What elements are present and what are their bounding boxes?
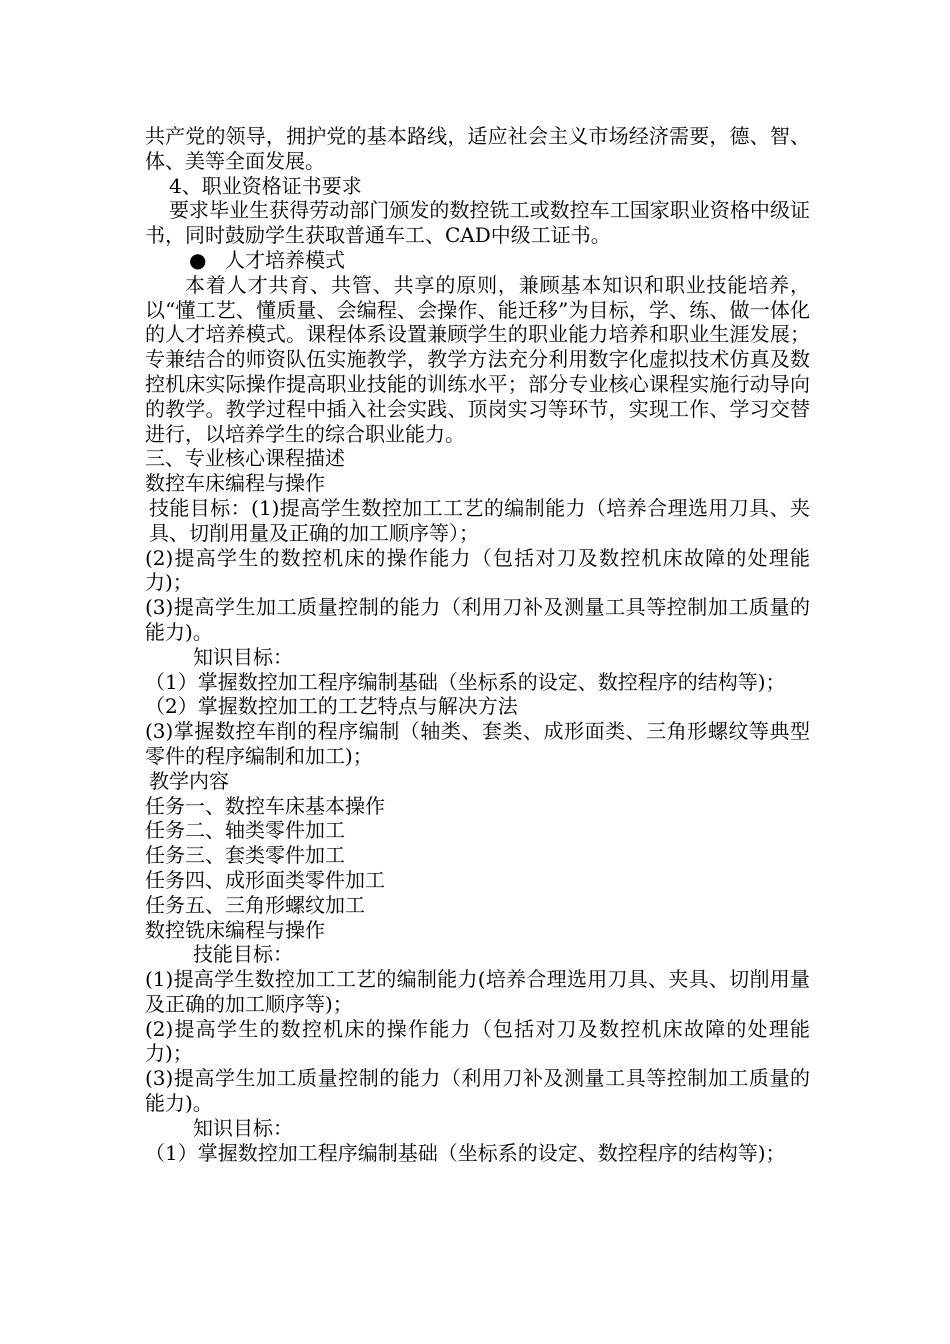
milling-skill-goal-1: (1)提高学生数控加工工艺的编制能力(培养合理选用刀具、夹具、切削用量及正确的加工顺序等)； bbox=[145, 967, 810, 1016]
section-heading-core-courses: 三、专业核心课程描述 bbox=[145, 446, 345, 471]
document-body bbox=[145, 124, 810, 1165]
lathe-knowledge-goal-3: (3)掌握数控车削的程序编制（轴类、套类、成形面类、三角形螺纹等典型零件的程序编制和加工)； bbox=[145, 719, 810, 768]
milling-skill-goal-heading: 技能目标： bbox=[193, 942, 293, 967]
paragraph-moral-development: 共产党的领导，拥护党的基本路线，适应社会主义市场经济需要，德、智、体、美等全面发展。 bbox=[145, 124, 810, 173]
lathe-task-2: 任务二、轴类零件加工 bbox=[145, 818, 345, 843]
bullet-label: 人才培养模式 bbox=[225, 247, 345, 272]
course-title-cnc-lathe: 数控车床编程与操作 bbox=[145, 471, 325, 496]
milling-skill-goal-3: (3)提高学生加工质量控制的能力（利用刀补及测量工具等控制加工质量的能力)。 bbox=[145, 1066, 810, 1116]
lathe-task-3: 任务三、套类零件加工 bbox=[145, 843, 345, 868]
lathe-knowledge-goal-1: （1）掌握数控加工程序编制基础（坐标系的设定、数控程序的结构等)； bbox=[145, 669, 786, 694]
milling-skill-goal-2: (2)提高学生的数控机床的操作能力（包括对刀及数控机床故障的处理能力)； bbox=[145, 1016, 810, 1066]
milling-knowledge-goal-heading: 知识目标： bbox=[193, 1115, 293, 1140]
lathe-skill-goal-1: 技能目标：(1)提高学生数控加工工艺的编制能力（培养合理选用刀具、夹具、切削用量及正确的加工顺序等）； bbox=[149, 495, 810, 545]
teaching-content-heading: 教学内容 bbox=[149, 768, 229, 793]
lathe-skill-goal-3: (3)提高学生加工质量控制的能力（利用刀补及测量工具等控制加工质量的能力)。 bbox=[145, 595, 810, 644]
bullet-talent-training-mode bbox=[145, 248, 810, 273]
bullet-dot-icon: ● bbox=[189, 247, 207, 272]
lathe-task-1: 任务一、数控车床基本操作 bbox=[145, 793, 385, 818]
lathe-knowledge-goal-heading: 知识目标： bbox=[193, 644, 293, 669]
paragraph-certificate-requirement: 要求毕业生获得劳动部门颁发的数控铣工或数控车工国家职业资格中级证书，同时鼓励学生获取普通车工、CAD中级工证书。 bbox=[145, 198, 810, 248]
heading-qualification-certificate: 4、职业资格证书要求 bbox=[169, 173, 362, 198]
milling-knowledge-goal-1: （1）掌握数控加工程序编制基础（坐标系的设定、数控程序的结构等)； bbox=[145, 1140, 786, 1165]
lathe-skill-goal-2: (2)提高学生的数控机床的操作能力（包括对刀及数控机床故障的处理能力)； bbox=[145, 545, 810, 595]
lathe-knowledge-goal-2: （2）掌握数控加工的工艺特点与解决方法 bbox=[145, 694, 518, 719]
lathe-task-4: 任务四、成形面类零件加工 bbox=[145, 867, 385, 892]
lathe-task-5: 任务五、三角形螺纹加工 bbox=[145, 892, 365, 917]
paragraph-training-mode: 本着人才共育、共管、共享的原则，兼顾基本知识和职业技能培养，以“懂工艺、懂质量、会编程、会操作、能迁移”为目标，学、练、做一体化的人才培养模式。课程体系设置兼顾学生的职业能力培养和职业生涯发展；专兼结合的师资队伍实施教学，教学方法充分利用数字化虚拟技术仿真及数控机床实际操作提高职业技能的训练水平；部分专业核心课程实施行动导向的教学。教学过程中插入社会实践、顶岗实习等环节，实现工作、学习交替进行，以培养学生的综合职业能力。 bbox=[145, 272, 810, 446]
course-title-cnc-milling: 数控铣床编程与操作 bbox=[145, 917, 325, 942]
